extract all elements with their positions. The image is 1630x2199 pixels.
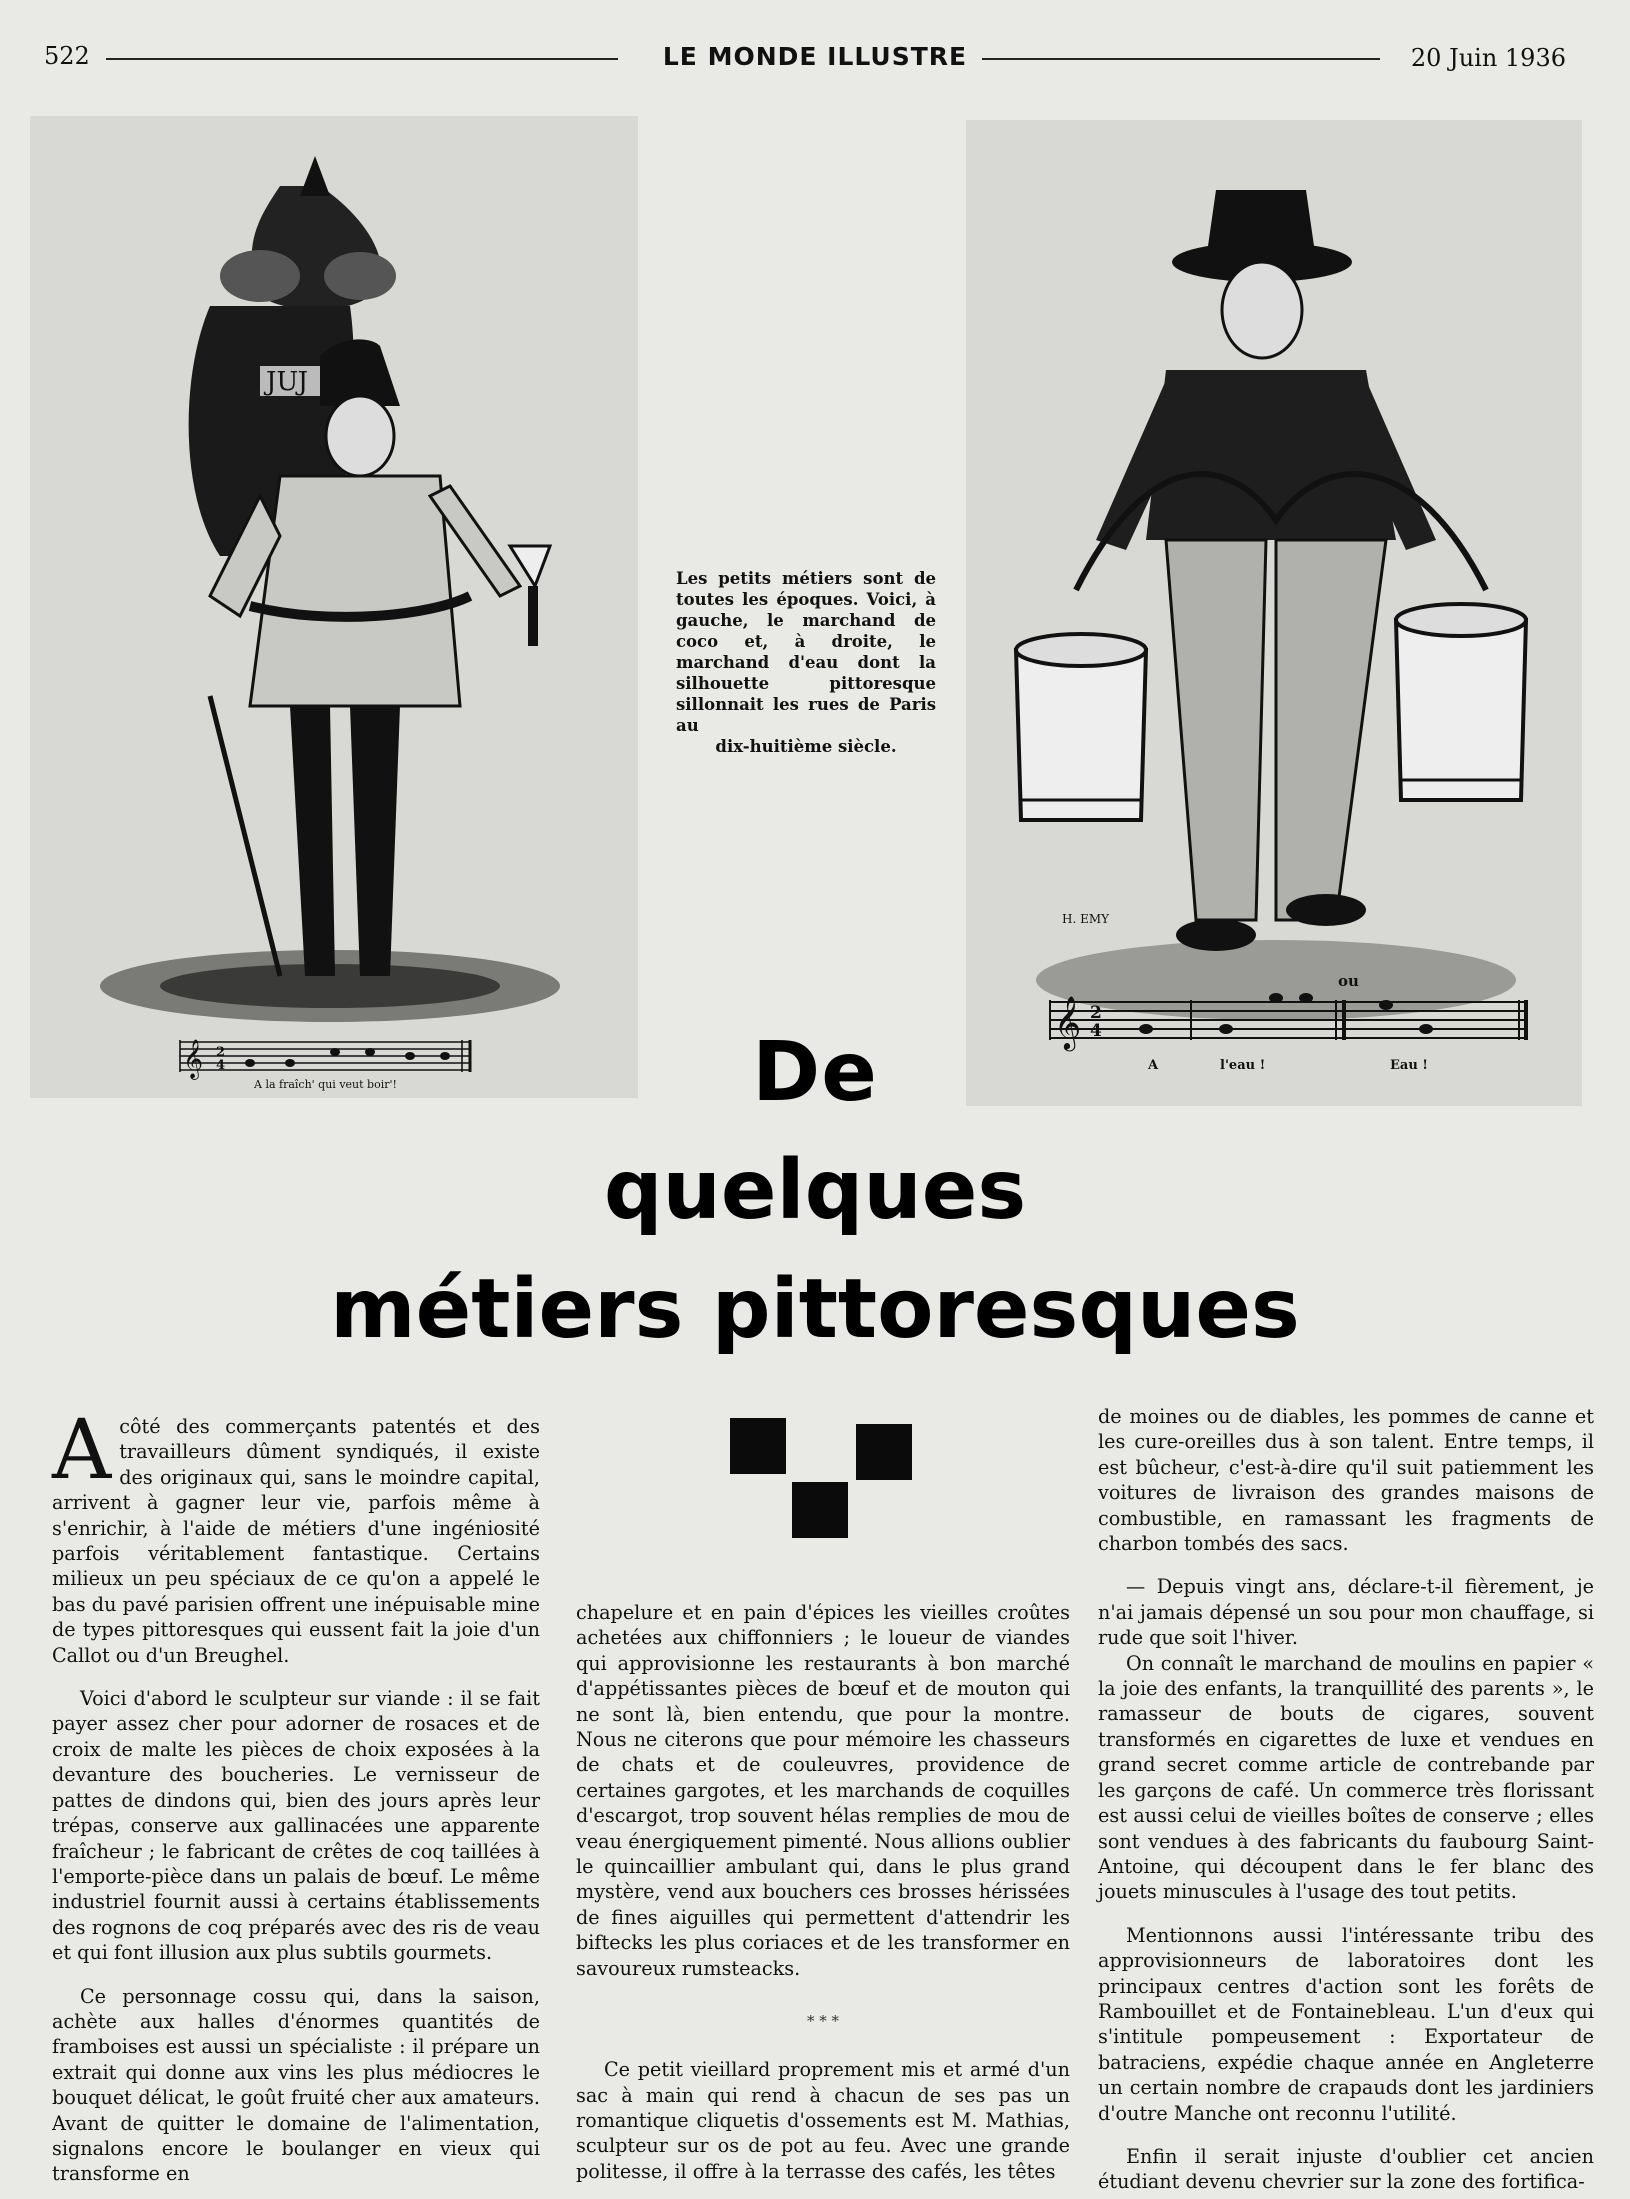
image-caption [676,568,936,757]
right-score-text-eau2: Eau ! [1390,1058,1429,1073]
article-paragraph: Ce personnage cossu qui, dans la saison, achète aux halles d'énormes quantités de framboises est aussi un spécialiste : il prépare un extrait qui donne aux vins les plus médiocres le bouquet délicat, le goût fruité cher aux amateurs. Avant de quitter le domaine de l'alimentation, signalons encore le boulanger en vieux qui transforme en [52,1984,540,2186]
svg-text:2: 2 [216,1045,226,1060]
article-column-1 [52,1403,540,2187]
svg-text:4: 4 [1090,1021,1102,1041]
right-score-text-a: A [1148,1058,1159,1073]
engraver-signature: H. EMY [1062,912,1110,926]
headline-line-3: métiers pittoresques [330,1262,1300,1357]
svg-text:4: 4 [216,1058,226,1073]
caption-body: Les petits métiers sont de toutes les époques. Voici, à gauche, le marchand de coco et, à droite, le marchand d'eau dont la silhouette pittoresque sillonnait les rues de Paris au [676,569,936,735]
water-seller-figure [966,120,1582,1106]
magazine-title: LE MONDE ILLUSTRE [662,42,968,71]
svg-text:2: 2 [1090,1003,1102,1023]
svg-text:𝄞: 𝄞 [183,1039,204,1079]
issue-date: 20 Juin 1936 [1410,44,1566,72]
right-engraving [966,120,1582,1106]
drop-cap: A [52,1403,112,1498]
caption-last-line: dix-huitième siècle. [715,737,897,756]
ornament-square-3 [792,1482,848,1538]
svg-text:JUJ: JUJ [266,367,309,397]
article-paragraph: Mentionnons aussi l'intéressante tribu des approvisionneurs de laboratoires dont les principaux centres d'action sont les forêts de Rambouillet et de Fontainebleau. L'un d'eux qui s'intitule pompeusement : Exportateur de batraciens, expédie chaque année en Angleterre un certain nombre de crapauds dont les jardiniers d'outre Manche ont reconnu l'utilité. [1098,1923,1594,2125]
ornament-square-1 [730,1418,786,1474]
headline-line-1: De [752,1025,878,1120]
article-column-3 [1098,1404,1594,2195]
svg-text:𝄞: 𝄞 [1054,995,1082,1049]
section-separator: * * * [806,2012,840,2031]
left-engraving [30,116,638,1098]
article-paragraph: Voici d'abord le sculpteur sur viande : il se fait payer assez cher pour adorner de rosaces et de croix de malte les pièces de choix exposées à la devanture des boucheries. Le vernisseur de pattes de dindons qui, bien des jours après leur trépas, conserve aux gallinacées une apparente fraîcheur ; le fabricant de crêtes de coq taillées à l'emporte-pièce dans un palais de bœuf. Le même industriel fournit aussi à certains établissements des rognons de coq préparés avec des ris de veau et qui font illusion aux plus subtils gourmets. [52,1687,540,1965]
left-score-text: A la fraîch' qui veut boir'! [254,1078,397,1091]
article-paragraph: Enfin il serait injuste d'oublier cet ancien étudiant devenu chevrier sur la zone des fortifica- [1098,2144,1594,2194]
article-paragraph: chapelure et en pain d'épices les vieilles croûtes achetées aux chiffonniers ; le loueur de viandes qui approvisionne les restaurants à bon marché d'appétissantes pièces de bœuf et de mouton qui ne sont là, bien entendu, que pour la montre. Nous ne citerons que pour mémoire les chasseurs de chats et de couleuvres, providence de certaines gargotes, et les marchands de coquilles d'escargot, trop souvent hélas remplies de mou de veau énergiquement pimenté. Nous allions oublier le quincaillier ambulant qui, dans le plus grand mystère, vend aux bouchers ces brosses hérissées de fines aiguilles qui permettent d'attendrir les biftecks les plus coriaces et de les transformer en savoureux rumsteacks. [576,1601,1070,1980]
page-header [0,42,1630,82]
article-paragraph: de moines ou de diables, les pommes de canne et les cure-oreilles dus à son talent. Entre temps, il est bûcheur, c'est-à-dire qu'il suit patiemment les voitures de livraison des grandes maisons de combustible, en ramassant les fragments de charbon tombés des sacs. [1098,1405,1594,1556]
headline-line-2: quelques [603,1143,1027,1238]
article-paragraph: On connaît le marchand de moulins en papier « la joie des enfants, la tranquillité des parents », le ramasseur de bouts de cigares, souvent transformés en cigarettes de luxe et vendues en grand secret comme article de contrebande par les garçons de café. Un commerce très florissant est aussi celui de vieilles boîtes de conserve ; elles sont vendues à des fabricants du faubourg Saint-Antoine, qui découpent dans le fer blanc des jouets minuscules à l'usage des tout petits. [1098,1651,1594,1904]
right-score-text-eau1: l'eau ! [1220,1058,1266,1073]
paragraph-text: côté des commerçants patentés et des travailleurs dûment syndiqués, il existe des originaux qui, sans le moindre capital, arrivent à gagner leur vie, parfois même à s'enrichir, à l'aide de métiers d'une ingéniosité parfois véritablement fantastique. Certains milieux un peu spéciaux de ce qu'on a appelé le bas du pavé parisien offrent une inépuisable mine de types pittoresques qui eussent fait la joie d'un Callot ou d'un Breughel. [52,1415,540,1667]
article-paragraph: — Depuis vingt ans, déclare-t-il fièrement, je n'ai jamais dépensé un sou pour mon chauffage, si rude que soit l'hiver. [1098,1575,1594,1650]
right-score-ou: ou [1338,972,1359,990]
ornament-square-2 [856,1424,912,1480]
article-column-2 [576,1600,1070,2184]
coco-seller-figure [30,116,638,1098]
article-paragraph: Ce petit vieillard proprement mis et armé d'un sac à main qui rend à chacun de ses pas un romantique cliquetis d'ossements est M. Mathias, sculpteur sur os de pot au feu. Avec une grande politesse, il offre à la terrasse des cafés, les têtes [576,2058,1070,2183]
header-rule-right [982,58,1380,60]
page-number: 522 [44,42,90,70]
article-paragraph [52,1403,540,1668]
